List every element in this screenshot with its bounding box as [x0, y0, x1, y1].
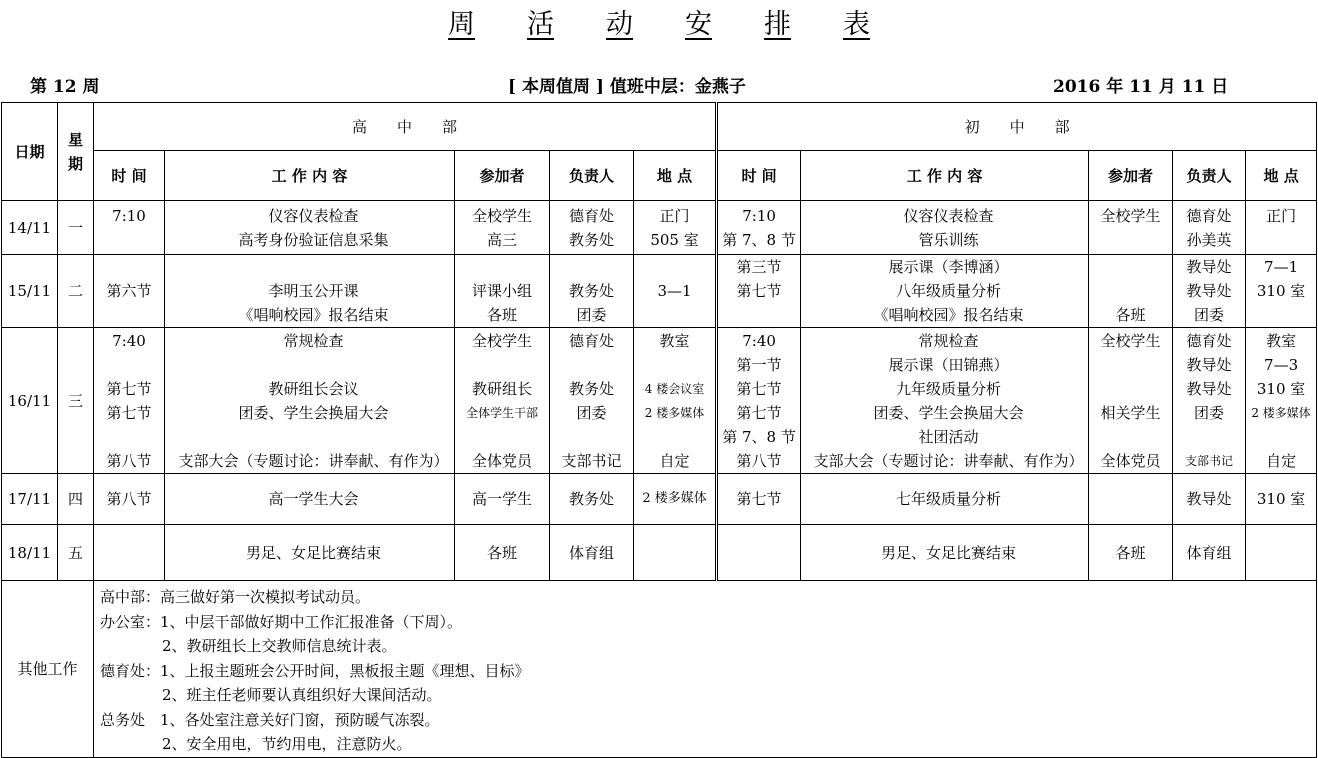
ms-time-header: 时 间 [717, 151, 801, 201]
hs-content-header: 工 作 内 容 [165, 151, 455, 201]
row-weekday: 五 [58, 525, 94, 581]
hs-participants-cell: 高一学生 [455, 474, 550, 525]
title-char: 安 [685, 9, 712, 40]
row-date: 14/11 [2, 201, 58, 255]
ms-content-header: 工 作 内 容 [801, 151, 1089, 201]
ms-content-cell: 常规检查 展示课（田锦燕） 九年级质量分析 团委、学生会换届大会 社团活动 支部大会（专题讨论：讲奉献、有作为） [801, 328, 1089, 474]
duty-officer: [ 本周值周 ] 值班中层：金燕子 [508, 77, 746, 97]
week-number: 第 12 周 [30, 77, 100, 97]
note-line: 2、安全用电，节约用电，注意防火。 [162, 735, 412, 753]
ms-location-cell: 教室 7—3 310 室 2 楼多媒体 自定 [1246, 328, 1317, 474]
hs-location-header: 地 点 [634, 151, 717, 201]
page-title [0, 2, 1318, 41]
note-line: 2、班主任老师要认真组织好大课间活动。 [162, 686, 442, 704]
row-weekday: 一 [58, 201, 94, 255]
hs-owner-cell: 教务处 团委 [550, 255, 634, 328]
hs-location-cell: 3—1 [634, 255, 717, 328]
ms-participants-cell [1089, 474, 1173, 525]
hs-owner-cell: 教务处 [550, 474, 634, 525]
hs-participants-cell: 全校学生 高三 [455, 201, 550, 255]
date-header: 日期 [2, 103, 58, 201]
ms-content-cell: 男足、女足比赛结束 [801, 525, 1089, 581]
note-line: 办公室：1、中层干部做好期中工作汇报准备（下周）。 [100, 612, 463, 631]
title-char: 动 [606, 9, 633, 40]
other-work-label: 其他工作 [2, 581, 94, 758]
table-row [2, 255, 1317, 328]
row-date: 17/11 [2, 474, 58, 525]
ms-location-cell: 正门 [1246, 201, 1317, 255]
ms-participants-cell: 各班 [1089, 255, 1173, 328]
hs-content-cell: 仪容仪表检查 高考身份验证信息采集 [165, 201, 455, 255]
row-date: 18/11 [2, 525, 58, 581]
ms-owner-cell: 体育组 [1173, 525, 1246, 581]
hs-participants-cell: 各班 [455, 525, 550, 581]
hs-location-cell: 教室 4 楼会议室 2 楼多媒体 自定 [634, 328, 717, 474]
senior-section-header: 高 中 部 [94, 103, 717, 151]
table-row [2, 525, 1317, 581]
ms-location-cell [1246, 525, 1317, 581]
hs-content-cell: 常规检查 教研组长会议 团委、学生会换届大会 支部大会（专题讨论：讲奉献、有作为） [165, 328, 455, 474]
hs-owner-cell: 体育组 [550, 525, 634, 581]
ms-content-cell: 展示课（李博涵） 八年级质量分析 《唱响校园》报名结束 [801, 255, 1089, 328]
table-row [2, 201, 1317, 255]
hs-content-cell: 高一学生大会 [165, 474, 455, 525]
title-char: 排 [764, 9, 791, 40]
title-char: 表 [843, 9, 870, 40]
schedule-table [1, 102, 1317, 758]
hs-owner-header: 负责人 [550, 151, 634, 201]
ms-location-header: 地 点 [1246, 151, 1317, 201]
hs-owner-cell: 德育处 教务处 团委 支部书记 [550, 328, 634, 474]
ms-content-cell: 仪容仪表检查 管乐训练 [801, 201, 1089, 255]
row-weekday: 二 [58, 255, 94, 328]
hs-location-cell: 正门 505 室 [634, 201, 717, 255]
hs-time-cell: 第六节 [94, 255, 165, 328]
table-row [2, 328, 1317, 474]
other-work-notes [94, 581, 1317, 758]
table-row [2, 474, 1317, 525]
ms-time-cell: 7:40 第一节 第七节 第七节 第 7、8 节 第八节 [717, 328, 801, 474]
ms-participants-header: 参加者 [1089, 151, 1173, 201]
junior-section-header: 初 中 部 [717, 103, 1317, 151]
title-char: 周 [448, 9, 475, 40]
hs-time-cell: 7:10 [94, 201, 165, 255]
hs-participants-cell: 全校学生 教研组长 全体学生干部 全体党员 [455, 328, 550, 474]
ms-content-cell: 七年级质量分析 [801, 474, 1089, 525]
other-work-row [2, 581, 1317, 758]
row-weekday: 四 [58, 474, 94, 525]
ms-owner-cell: 德育处 教导处 教导处 团委 支部书记 [1173, 328, 1246, 474]
ms-participants-cell: 全校学生 [1089, 201, 1173, 255]
row-date: 16/11 [2, 328, 58, 474]
hs-participants-header: 参加者 [455, 151, 550, 201]
hs-content-cell: 男足、女足比赛结束 [165, 525, 455, 581]
ms-owner-header: 负责人 [1173, 151, 1246, 201]
row-date: 15/11 [2, 255, 58, 328]
ms-participants-cell: 各班 [1089, 525, 1173, 581]
ms-owner-cell: 教导处 [1173, 474, 1246, 525]
ms-time-cell: 第三节 第七节 [717, 255, 801, 328]
ms-time-cell: 第七节 [717, 474, 801, 525]
ms-time-cell [717, 525, 801, 581]
hs-location-cell [634, 525, 717, 581]
title-char: 活 [527, 9, 554, 40]
hs-time-cell [94, 525, 165, 581]
ms-participants-cell: 全校学生 相关学生 全体党员 [1089, 328, 1173, 474]
weekday-header: 星 期 [58, 103, 94, 201]
ms-time-cell: 7:10 第 7、8 节 [717, 201, 801, 255]
ms-owner-cell: 德育处 孙美英 [1173, 201, 1246, 255]
hs-time-cell: 7:40 第七节 第七节 第八节 [94, 328, 165, 474]
hs-owner-cell: 德育处 教务处 [550, 201, 634, 255]
hs-content-cell: 李明玉公开课 《唱响校园》报名结束 [165, 255, 455, 328]
ms-location-cell: 310 室 [1246, 474, 1317, 525]
hs-time-cell: 第八节 [94, 474, 165, 525]
note-line: 2、教研组长上交教师信息统计表。 [162, 637, 397, 655]
hs-time-header: 时 间 [94, 151, 165, 201]
note-line: 高中部：高三做好第一次模拟考试动员。 [100, 588, 371, 606]
note-line: 总务处 1、各处室注意关好门窗，预防暖气冻裂。 [100, 710, 440, 729]
note-line: 德育处：1、上报主题班会公开时间，黑板报主题《理想、目标》 [100, 661, 530, 680]
ms-location-cell: 7—1 310 室 [1246, 255, 1317, 328]
ms-owner-cell: 教导处 教导处 团委 [1173, 255, 1246, 328]
hs-location-cell: 2 楼多媒体 [634, 474, 717, 525]
issue-date: 2016 年 11 月 11 日 [1053, 77, 1229, 97]
row-weekday: 三 [58, 328, 94, 474]
hs-participants-cell: 评课小组 各班 [455, 255, 550, 328]
